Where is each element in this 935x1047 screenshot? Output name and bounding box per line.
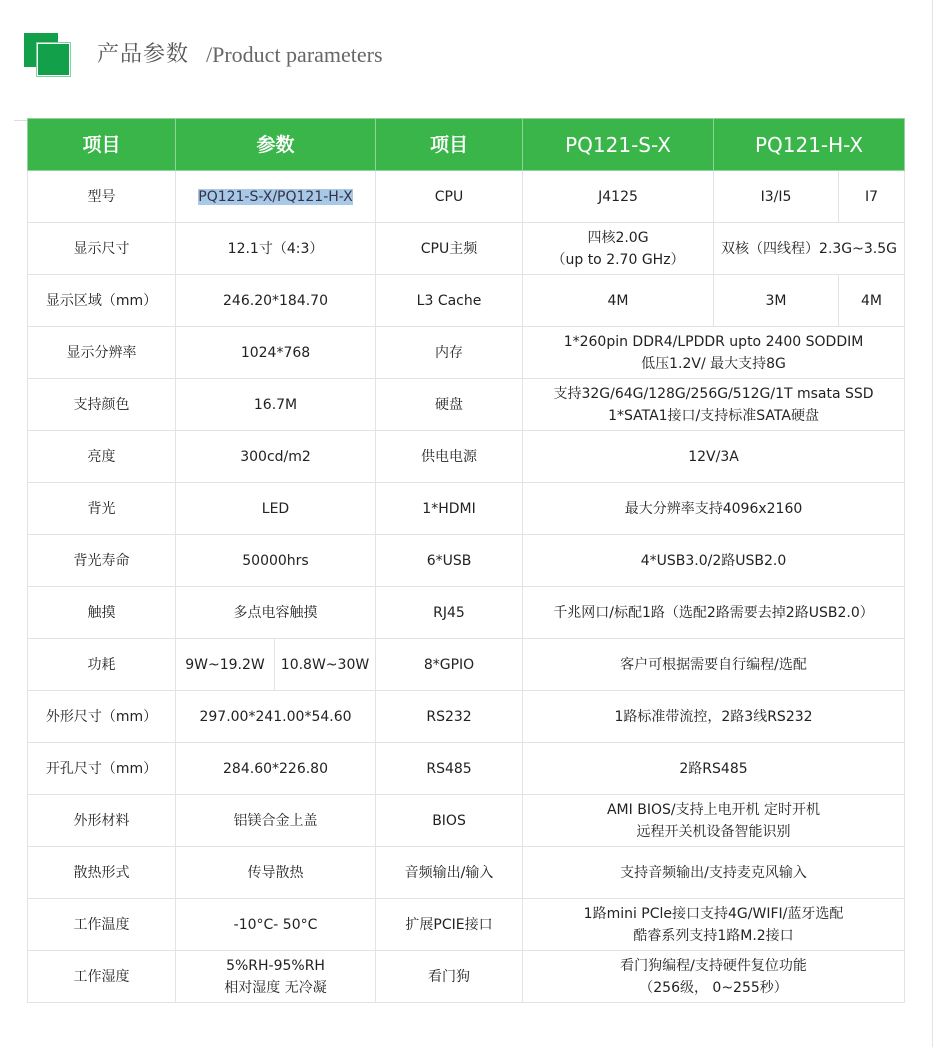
row-item-label: 外形尺寸（mm） (28, 691, 176, 743)
cell-line: 相对湿度 无冷凝 (224, 979, 327, 996)
row-item-label: 显示分辨率 (28, 327, 176, 379)
cell-line: （up to 2.70 GHz） (551, 251, 685, 268)
row-item-label: 外形材料 (28, 795, 176, 847)
row-param-value: 1024*768 (176, 327, 376, 379)
table-header-row (28, 119, 905, 171)
row-item2-label: RJ45 (376, 587, 523, 639)
row-param-value: 246.20*184.70 (176, 275, 376, 327)
row-item-label: 开孔尺寸（mm） (28, 743, 176, 795)
row-item2-label: CPU (376, 171, 523, 223)
row-item-label: 型号 (28, 171, 176, 223)
cell-line: 远程开关机设备智能识别 (636, 823, 791, 840)
cell-value: 客户可根据需要自行编程/选配 (523, 639, 905, 691)
cell-line: 低压1.2V/ 最大支持8G (641, 355, 786, 372)
cell-value (523, 951, 905, 1003)
row-param-value (176, 951, 376, 1003)
row-param-value: 传导散热 (176, 847, 376, 899)
row-param-s-x: 9W~19.2W (176, 639, 275, 691)
cell-line: 看门狗编程/支持硬件复位功能 (620, 957, 807, 974)
table-row (28, 951, 905, 1003)
table-row (28, 171, 905, 223)
cell-h-x-2: 4M (839, 275, 905, 327)
table-row (28, 743, 905, 795)
row-param-value: 多点电容触摸 (176, 587, 376, 639)
cell-line: 1*SATA1接口/支持标准SATA硬盘 (608, 407, 819, 424)
row-param-h-x: 10.8W~30W (275, 639, 376, 691)
column-header-pq121-h-x: PQ121-H-X (714, 119, 905, 171)
cell-line: 支持32G/64G/128G/256G/512G/1T msata SSD (553, 385, 874, 402)
row-item2-label: 6*USB (376, 535, 523, 587)
cell-line: 5%RH-95%RH (226, 957, 325, 974)
row-item2-label: RS485 (376, 743, 523, 795)
section-title-cn: 产品参数 (97, 42, 190, 67)
cell-value (523, 899, 905, 951)
row-item-label: 背光寿命 (28, 535, 176, 587)
cell-h-x-1: I3/I5 (714, 171, 839, 223)
row-param-value: 284.60*226.80 (176, 743, 376, 795)
cell-line: 酷睿系列支持1路M.2接口 (633, 927, 794, 944)
cell-value: 2路RS485 (523, 743, 905, 795)
overlapping-squares-icon (24, 33, 68, 75)
cell-value (523, 795, 905, 847)
table-row (28, 327, 905, 379)
row-item2-label: 音频输出/输入 (376, 847, 523, 899)
page-edge-divider (932, 0, 933, 1047)
column-header-param: 参数 (176, 119, 376, 171)
row-item-label: 工作湿度 (28, 951, 176, 1003)
row-item-label: 工作温度 (28, 899, 176, 951)
table-row (28, 795, 905, 847)
section-title-en: /Product parameters (206, 42, 383, 67)
cell-h-x: 双核（四线程）2.3G~3.5G (714, 223, 905, 275)
cell-value: 12V/3A (523, 431, 905, 483)
row-item2-label: 1*HDMI (376, 483, 523, 535)
cell-s-x: J4125 (523, 171, 714, 223)
row-item2-label: 8*GPIO (376, 639, 523, 691)
row-param-value: 50000hrs (176, 535, 376, 587)
table-row (28, 639, 905, 691)
cell-value: 4*USB3.0/2路USB2.0 (523, 535, 905, 587)
row-item2-label: BIOS (376, 795, 523, 847)
table-row (28, 275, 905, 327)
selected-text[interactable]: PQ121-S-X/PQ121-H-X (198, 188, 353, 205)
cell-h-x-2: I7 (839, 171, 905, 223)
cell-line: （256级， 0~255秒） (639, 979, 788, 996)
table-row (28, 483, 905, 535)
table-row (28, 379, 905, 431)
section-header (24, 33, 624, 78)
row-item-label: 散热形式 (28, 847, 176, 899)
cell-value: 千兆网口/标配1路（选配2路需要去掉2路USB2.0） (523, 587, 905, 639)
table-row (28, 535, 905, 587)
table-row (28, 431, 905, 483)
row-param-value: 16.7M (176, 379, 376, 431)
cell-s-x (523, 223, 714, 275)
row-item2-label: 内存 (376, 327, 523, 379)
cell-value: 最大分辨率支持4096x2160 (523, 483, 905, 535)
cell-value (523, 379, 905, 431)
column-header-pq121-s-x: PQ121-S-X (523, 119, 714, 171)
row-param-value: 铝镁合金上盖 (176, 795, 376, 847)
column-header-item2: 项目 (376, 119, 523, 171)
cell-h-x-1: 3M (714, 275, 839, 327)
row-item2-label: RS232 (376, 691, 523, 743)
row-item2-label: 扩展PCIE接口 (376, 899, 523, 951)
row-item2-label: 看门狗 (376, 951, 523, 1003)
cell-line: 1路mini PCle接口支持4G/WIFI/蓝牙选配 (583, 905, 844, 922)
row-param-value[interactable] (176, 171, 376, 223)
row-item-label: 触摸 (28, 587, 176, 639)
row-param-value: 300cd/m2 (176, 431, 376, 483)
spec-table (27, 118, 905, 1003)
cell-s-x: 4M (523, 275, 714, 327)
row-param-value: 297.00*241.00*54.60 (176, 691, 376, 743)
row-item-label: 背光 (28, 483, 176, 535)
cell-value: 支持音频输出/支持麦克风输入 (523, 847, 905, 899)
table-row (28, 899, 905, 951)
row-param-value: 12.1寸（4:3） (176, 223, 376, 275)
row-param-value: LED (176, 483, 376, 535)
table-row (28, 691, 905, 743)
row-item-label: 功耗 (28, 639, 176, 691)
divider (14, 120, 28, 121)
row-item-label: 支持颜色 (28, 379, 176, 431)
table-row (28, 587, 905, 639)
row-param-value: -10°C- 50°C (176, 899, 376, 951)
column-header-item: 项目 (28, 119, 176, 171)
row-item2-label: 供电电源 (376, 431, 523, 483)
cell-value: 1路标准带流控，2路3线RS232 (523, 691, 905, 743)
table-row (28, 223, 905, 275)
cell-line: 1*260pin DDR4/LPDDR upto 2400 SODDIM (563, 333, 864, 350)
row-item2-label: 硬盘 (376, 379, 523, 431)
row-item2-label: CPU主频 (376, 223, 523, 275)
row-item2-label: L3 Cache (376, 275, 523, 327)
cell-value (523, 327, 905, 379)
row-item-label: 显示尺寸 (28, 223, 176, 275)
row-item-label: 显示区域（mm） (28, 275, 176, 327)
row-item-label: 亮度 (28, 431, 176, 483)
table-row (28, 847, 905, 899)
cell-line: AMI BIOS/支持上电开机 定时开机 (606, 801, 821, 818)
cell-line: 四核2.0G (587, 229, 649, 246)
